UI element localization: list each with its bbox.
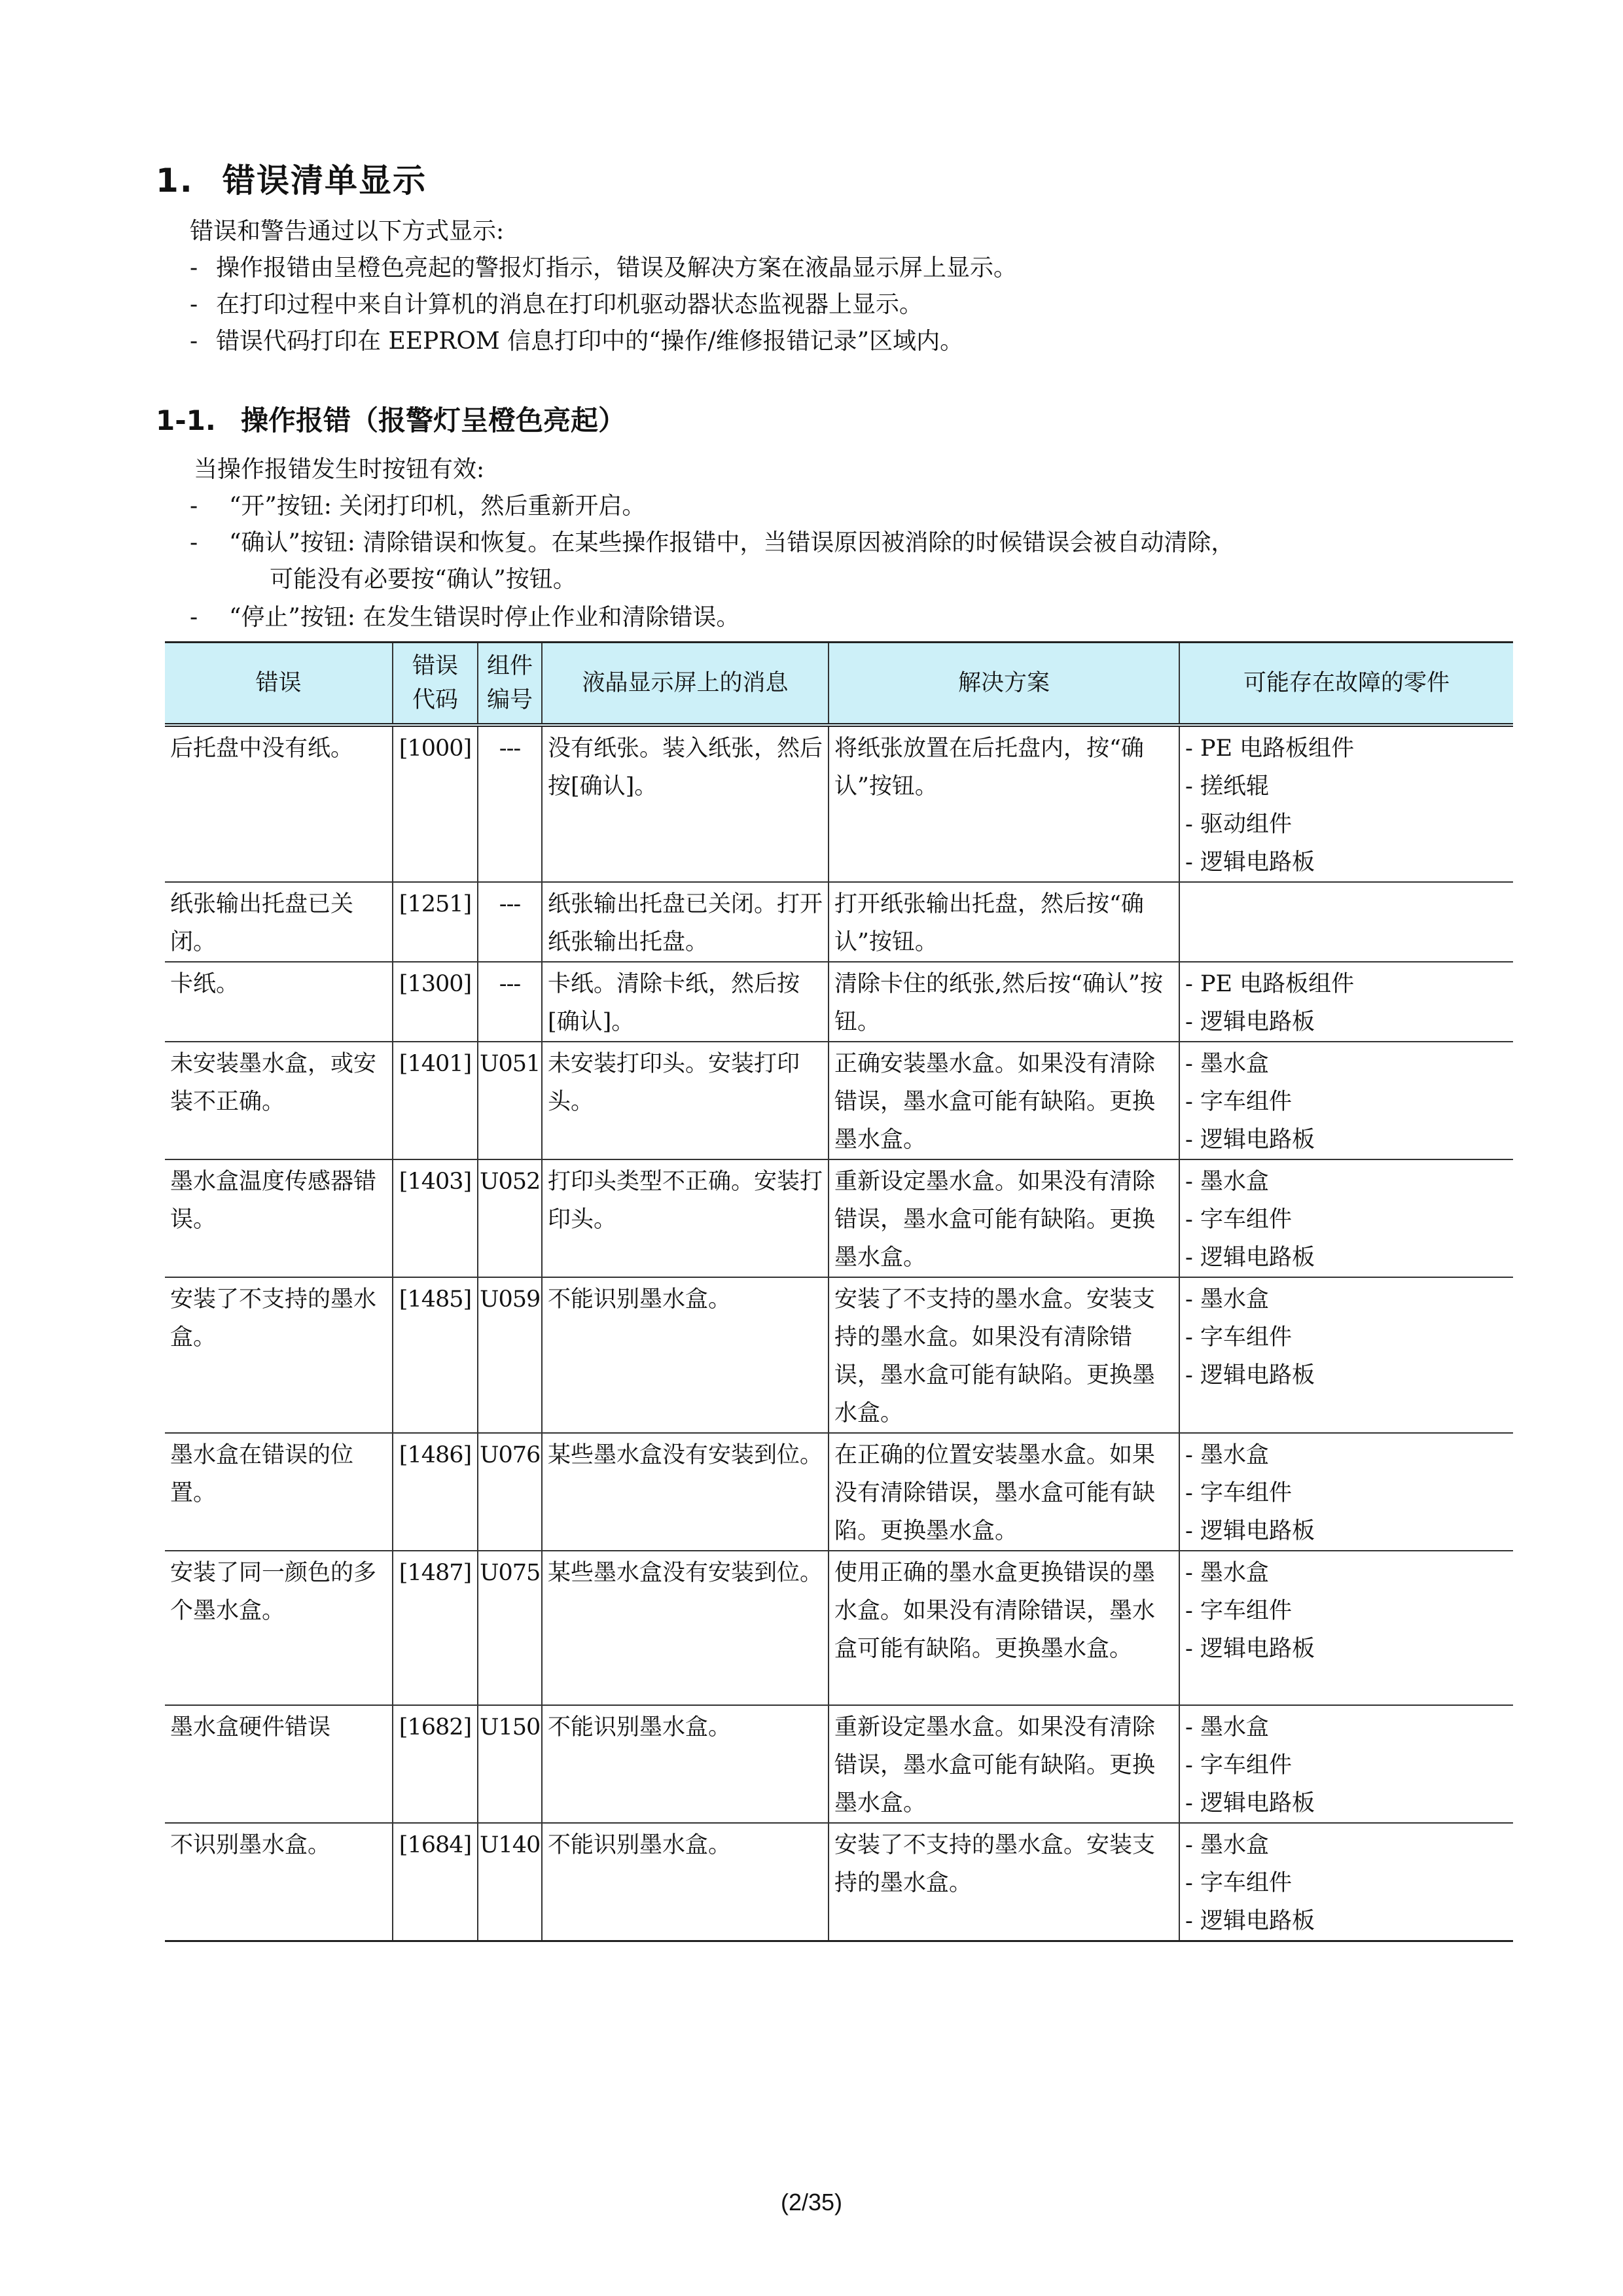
cell-parts <box>1179 962 1513 1042</box>
cell-message: 没有纸张。装入纸张，然后按[确认]。 <box>542 725 829 882</box>
intro-text: 错误和警告通过以下方式显示: <box>190 218 505 245</box>
cell-error: 卡纸。 <box>165 962 393 1042</box>
cell-message: 未安装打印头。安装打印头。 <box>542 1042 829 1159</box>
cell-solution: 打开纸张输出托盘，然后按“确认”按钮。 <box>829 882 1179 962</box>
table-row <box>165 725 1513 882</box>
header-message: 液晶显示屏上的消息 <box>542 643 829 726</box>
intro-bullet: - 在打印过程中来自计算机的消息在打印机驱动器状态监视器上显示。 <box>190 291 923 318</box>
table-row <box>165 962 1513 1042</box>
cell-unit: --- <box>478 882 542 962</box>
table-header-row <box>165 643 1513 726</box>
cell-message: 卡纸。清除卡纸，然后按[确认]。 <box>542 962 829 1042</box>
header-error: 错误 <box>165 643 393 726</box>
cell-error: 不识别墨水盒。 <box>165 1823 393 1941</box>
cell-parts <box>1179 1277 1513 1433</box>
header-parts: 可能存在故障的零件 <box>1179 643 1513 726</box>
page-number: (2/35) <box>780 2189 843 2216</box>
cell-solution: 正确安装墨水盒。如果没有清除错误，墨水盒可能有缺陷。更换墨水盒。 <box>829 1042 1179 1159</box>
part-item: - 逻辑电路板 <box>1185 1908 1315 1934</box>
subsection-heading <box>156 399 626 438</box>
subsection-title: 操作报错（报警灯呈橙色亮起） <box>241 404 626 436</box>
part-item: - 墨水盒 <box>1185 1560 1269 1586</box>
cell-message: 某些墨水盒没有安装到位。 <box>542 1551 829 1705</box>
part-item: - 字车组件 <box>1185 1207 1292 1233</box>
cell-error: 墨水盒温度传感器错误。 <box>165 1159 393 1277</box>
sub-bullet: - “确认”按钮: 清除错误和恢复。在某些操作报错中，当错误原因被消除的时候错误会被自动清除， <box>190 529 1235 556</box>
part-item: - 墨水盒 <box>1185 1714 1269 1740</box>
part-item: - 墨水盒 <box>1185 1832 1269 1858</box>
part-item: - 逻辑电路板 <box>1185 1518 1315 1544</box>
section-heading <box>156 154 427 202</box>
part-item: - 字车组件 <box>1185 1089 1292 1115</box>
intro-bullet: - 错误代码打印在 EEPROM 信息打印中的“操作/维修报错记录”区域内。 <box>190 328 964 355</box>
cell-error: 后托盘中没有纸。 <box>165 725 393 882</box>
cell-error: 墨水盒硬件错误 <box>165 1705 393 1823</box>
cell-parts <box>1179 1159 1513 1277</box>
part-item: - 逻辑电路板 <box>1185 1790 1315 1816</box>
table-row <box>165 1705 1513 1823</box>
part-item: - 逻辑电路板 <box>1185 1362 1315 1388</box>
part-item: - 字车组件 <box>1185 1480 1292 1506</box>
cell-code: [1401] <box>393 1042 478 1159</box>
cell-solution: 重新设定墨水盒。如果没有清除错误，墨水盒可能有缺陷。更换墨水盒。 <box>829 1159 1179 1277</box>
header-code: 错误 代码 <box>393 643 478 726</box>
table-row <box>165 1823 1513 1941</box>
part-item: - PE 电路板组件 <box>1185 971 1355 997</box>
section-number: 1. <box>156 162 194 200</box>
cell-parts <box>1179 1823 1513 1941</box>
cell-message: 不能识别墨水盒。 <box>542 1277 829 1433</box>
cell-code: [1000] <box>393 725 478 882</box>
cell-parts <box>1179 1433 1513 1551</box>
part-item: - 搓纸辊 <box>1185 773 1269 800</box>
header-unit: 组件 编号 <box>478 643 542 726</box>
part-item: - 逻辑电路板 <box>1185 1245 1315 1271</box>
cell-unit: U052 <box>478 1159 542 1277</box>
table-row <box>165 1277 1513 1433</box>
part-item: - PE 电路板组件 <box>1185 735 1355 762</box>
cell-error: 未安装墨水盒，或安装不正确。 <box>165 1042 393 1159</box>
cell-solution: 将纸张放置在后托盘内，按“确认”按钮。 <box>829 725 1179 882</box>
cell-code: [1487] <box>393 1551 478 1705</box>
cell-parts <box>1179 1551 1513 1705</box>
part-item: - 字车组件 <box>1185 1752 1292 1778</box>
header-solution: 解决方案 <box>829 643 1179 726</box>
cell-error: 墨水盒在错误的位置。 <box>165 1433 393 1551</box>
cell-error: 纸张输出托盘已关闭。 <box>165 882 393 962</box>
cell-code: [1403] <box>393 1159 478 1277</box>
cell-unit: U076 <box>478 1433 542 1551</box>
cell-solution: 使用正确的墨水盒更换错误的墨水盒。如果没有清除错误，墨水盒可能有缺陷。更换墨水盒。 <box>829 1551 1179 1705</box>
error-table <box>165 641 1513 1942</box>
cell-message: 不能识别墨水盒。 <box>542 1705 829 1823</box>
cell-parts <box>1179 882 1513 962</box>
cell-unit: --- <box>478 962 542 1042</box>
cell-unit: U140 <box>478 1823 542 1941</box>
cell-message: 打印头类型不正确。安装打印头。 <box>542 1159 829 1277</box>
part-item: - 字车组件 <box>1185 1324 1292 1351</box>
sub-intro-text: 当操作报错发生时按钮有效: <box>194 456 485 483</box>
part-item: - 逻辑电路板 <box>1185 1127 1315 1153</box>
table-row <box>165 882 1513 962</box>
part-item: - 字车组件 <box>1185 1598 1292 1624</box>
cell-code: [1485] <box>393 1277 478 1433</box>
sub-bullet: - “开”按钮: 关闭打印机，然后重新开启。 <box>190 493 646 520</box>
cell-code: [1251] <box>393 882 478 962</box>
part-item: - 逻辑电路板 <box>1185 1636 1315 1662</box>
cell-code: [1486] <box>393 1433 478 1551</box>
cell-unit: U059 <box>478 1277 542 1433</box>
cell-solution: 安装了不支持的墨水盒。安装支持的墨水盒。 <box>829 1823 1179 1941</box>
cell-solution: 重新设定墨水盒。如果没有清除错误，墨水盒可能有缺陷。更换墨水盒。 <box>829 1705 1179 1823</box>
cell-code: [1300] <box>393 962 478 1042</box>
cell-unit: --- <box>478 725 542 882</box>
intro-bullet: - 操作报错由呈橙色亮起的警报灯指示，错误及解决方案在液晶显示屏上显示。 <box>190 255 1018 281</box>
cell-parts <box>1179 1705 1513 1823</box>
cell-code: [1682] <box>393 1705 478 1823</box>
part-item: - 逻辑电路板 <box>1185 1009 1315 1035</box>
cell-message: 某些墨水盒没有安装到位。 <box>542 1433 829 1551</box>
part-item: - 墨水盒 <box>1185 1286 1269 1313</box>
section-title: 错误清单显示 <box>223 162 427 200</box>
cell-code: [1684] <box>393 1823 478 1941</box>
cell-error: 安装了不支持的墨水盒。 <box>165 1277 393 1433</box>
table-row <box>165 1042 1513 1159</box>
table-row <box>165 1159 1513 1277</box>
table-row <box>165 1433 1513 1551</box>
cell-unit: U051 <box>478 1042 542 1159</box>
cell-parts <box>1179 725 1513 882</box>
subsection-number: 1-1. <box>156 404 216 436</box>
part-item: - 墨水盒 <box>1185 1051 1269 1077</box>
cell-unit: U075 <box>478 1551 542 1705</box>
cell-message: 不能识别墨水盒。 <box>542 1823 829 1941</box>
cell-unit: U150 <box>478 1705 542 1823</box>
part-item: - 墨水盒 <box>1185 1442 1269 1468</box>
part-item: - 字车组件 <box>1185 1870 1292 1896</box>
part-item: - 逻辑电路板 <box>1185 849 1315 875</box>
cell-message: 纸张输出托盘已关闭。打开纸张输出托盘。 <box>542 882 829 962</box>
sub-bullet: - “停止”按钮: 在发生错误时停止作业和清除错误。 <box>190 604 740 631</box>
cell-solution: 清除卡住的纸张,然后按“确认”按钮。 <box>829 962 1179 1042</box>
cell-solution: 在正确的位置安装墨水盒。如果没有清除错误，墨水盒可能有缺陷。更换墨水盒。 <box>829 1433 1179 1551</box>
table-row <box>165 1551 1513 1705</box>
cell-parts <box>1179 1042 1513 1159</box>
cell-solution: 安装了不支持的墨水盒。安装支持的墨水盒。如果没有清除错误，墨水盒可能有缺陷。更换墨水盒。 <box>829 1277 1179 1433</box>
part-item: - 驱动组件 <box>1185 811 1292 838</box>
sub-bullet-continuation: 可能没有必要按“确认”按钮。 <box>270 566 577 593</box>
cell-error: 安装了同一颜色的多个墨水盒。 <box>165 1551 393 1705</box>
part-item: - 墨水盒 <box>1185 1169 1269 1195</box>
